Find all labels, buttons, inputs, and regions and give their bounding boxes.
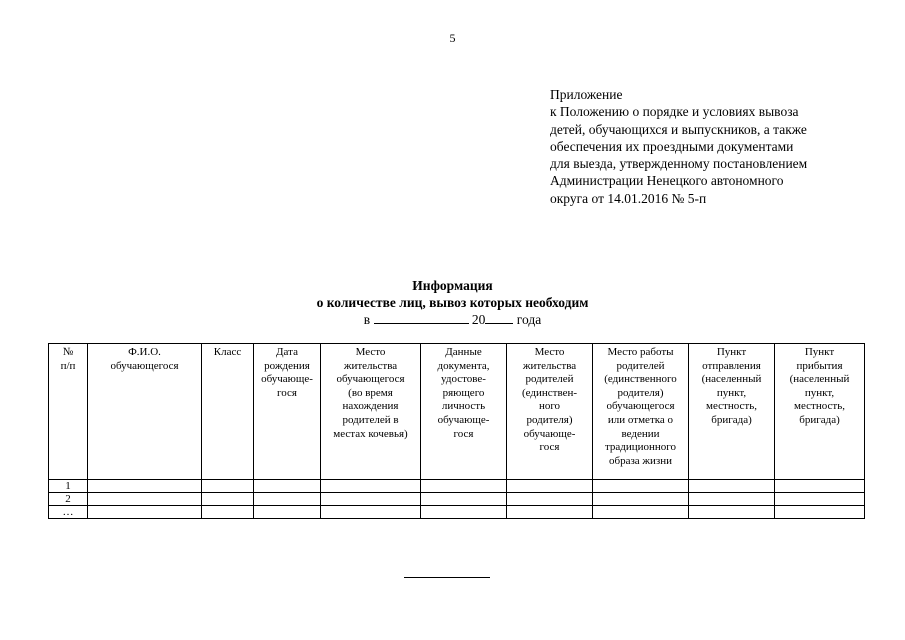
column-header: Пункт прибытия (населенный пункт, местность, бригада) (775, 344, 865, 480)
table-cell[interactable] (202, 493, 254, 506)
table-cell[interactable] (321, 493, 421, 506)
column-header: Дата рождения обучающе- гося (254, 344, 321, 480)
title-suffix: года (516, 312, 542, 327)
appendix-line: детей, обучающихся и выпускников, а также (550, 121, 807, 137)
table-cell[interactable] (88, 506, 202, 519)
table-cell[interactable] (202, 506, 254, 519)
footer-separator (404, 577, 490, 578)
appendix-line: к Положению о порядке и условиях вывоза (550, 104, 799, 120)
document-title (0, 277, 905, 329)
table-cell[interactable] (421, 506, 507, 519)
column-header: Место жительства родителей (единствен- ного родителя) обучающе- гося (507, 344, 593, 480)
title-year-prefix: 20 (471, 312, 486, 327)
table-cell[interactable] (507, 493, 593, 506)
appendix-line: обеспечения их проездными документами (550, 138, 794, 154)
table-header-row (49, 344, 865, 480)
table-cell[interactable] (593, 506, 689, 519)
appendix-line: округа от 14.01.2016 № 5-п (550, 190, 707, 206)
title-line-2: о количестве лиц, вывоз которых необходим (316, 295, 589, 310)
table-body (49, 480, 865, 519)
appendix-line: Приложение (550, 87, 623, 102)
table-cell[interactable] (321, 480, 421, 493)
appendix-line: для выезда, утвержденному постановлением (550, 156, 808, 172)
table-cell[interactable] (775, 493, 865, 506)
table-cell[interactable] (689, 480, 775, 493)
table-row (49, 493, 865, 506)
appendix-note (550, 86, 890, 207)
table-cell[interactable] (593, 480, 689, 493)
table-cell[interactable] (254, 506, 321, 519)
row-number: 2 (49, 493, 88, 506)
table-cell[interactable] (421, 493, 507, 506)
table-cell[interactable] (689, 506, 775, 519)
column-header: Пункт отправления (населенный пункт, местность, бригада) (689, 344, 775, 480)
table-cell[interactable] (88, 480, 202, 493)
appendix-line: Администрации Ненецкого автономного (550, 173, 784, 189)
table-row (49, 506, 865, 519)
page-number: 5 (449, 31, 456, 45)
table-cell[interactable] (421, 480, 507, 493)
table-cell[interactable] (254, 480, 321, 493)
table-cell[interactable] (321, 506, 421, 519)
row-number: 1 (49, 480, 88, 493)
table-row (49, 480, 865, 493)
table-cell[interactable] (202, 480, 254, 493)
table-cell[interactable] (88, 493, 202, 506)
title-prefix: в (363, 312, 371, 327)
table-cell[interactable] (507, 506, 593, 519)
table-cell[interactable] (689, 493, 775, 506)
title-line-1: Информация (412, 278, 493, 293)
column-header: Место жительства обучающегося (во время нахождения родителей в местах кочевья) (321, 344, 421, 480)
title-line-3 (0, 311, 905, 329)
table-cell[interactable] (593, 493, 689, 506)
table-cell[interactable] (507, 480, 593, 493)
table-cell[interactable] (254, 493, 321, 506)
column-header: Данные документа, удостове- ряющего личность обучающе- гося (421, 344, 507, 480)
info-table (48, 343, 865, 519)
row-number: … (49, 506, 88, 519)
column-header: Место работы родителей (единственного родителя) обучающегося или отметка о ведении традиционного образа жизни (593, 344, 689, 480)
year-blank-field[interactable] (485, 311, 513, 324)
date-blank-field[interactable] (374, 311, 469, 324)
column-header: № п/п (49, 344, 88, 480)
column-header: Класс (202, 344, 254, 480)
column-header: Ф.И.О. обучающегося (88, 344, 202, 480)
table-cell[interactable] (775, 506, 865, 519)
table-cell[interactable] (775, 480, 865, 493)
